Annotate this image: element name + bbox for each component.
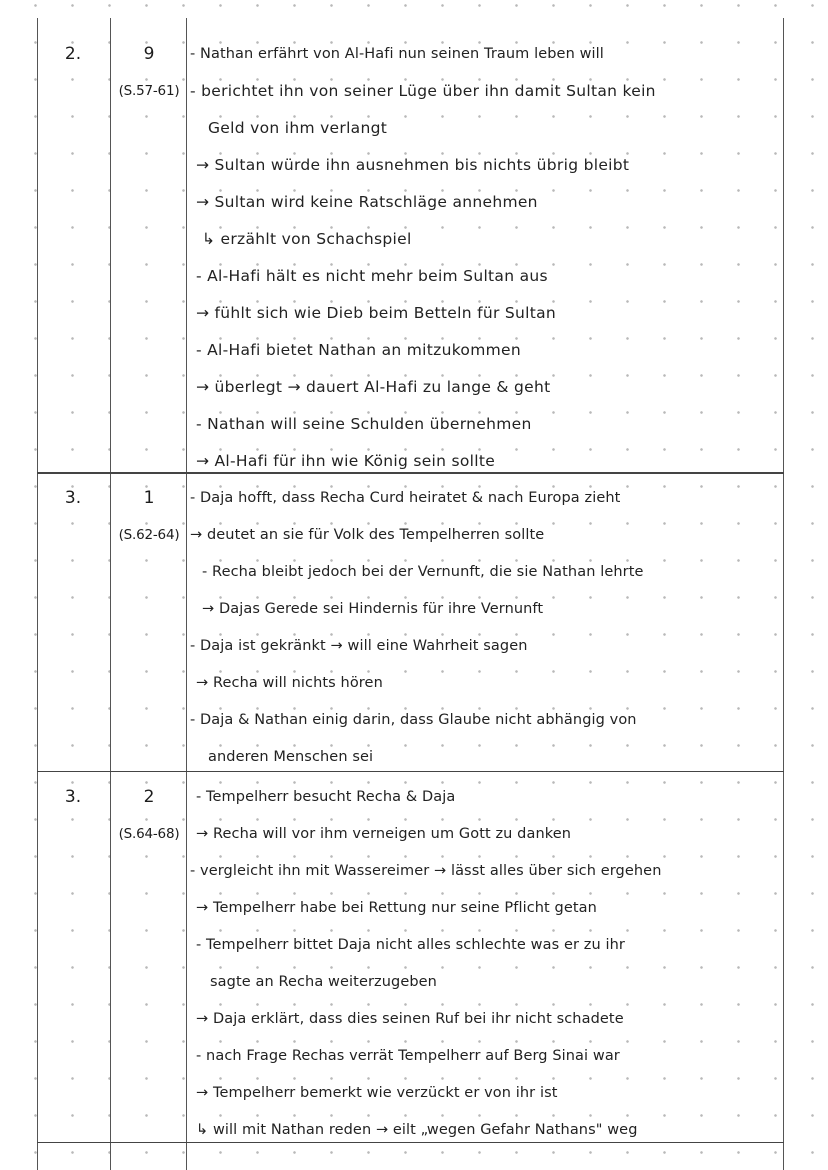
note-line: → Tempelherr habe bei Rettung nur seine Pflicht getan xyxy=(196,900,597,916)
note-line: Geld von ihm verlangt xyxy=(208,119,388,137)
note-line: anderen Menschen sei xyxy=(208,749,374,765)
note-line: - Nathan will seine Schulden übernehmen xyxy=(196,415,532,433)
notes-list xyxy=(190,36,780,480)
act-number: 3. xyxy=(64,488,82,508)
note-line: → fühlt sich wie Dieb beim Betteln für Sultan xyxy=(196,304,557,322)
note-line: - Tempelherr bittet Daja nicht alles schlechte was er zu ihr xyxy=(196,937,625,953)
note-line: - Daja ist gekränkt → will eine Wahrheit sagen xyxy=(190,638,528,654)
note-line: → Sultan wird keine Ratschläge annehmen xyxy=(196,193,538,211)
scene-section xyxy=(37,779,784,1142)
scene-section xyxy=(37,480,784,771)
act-number: 2. xyxy=(64,44,82,64)
scene-section xyxy=(37,36,784,472)
note-line: - Daja hofft, dass Recha Curd heiratet & nach Europa zieht xyxy=(190,490,621,506)
note-line: → Recha will nichts hören xyxy=(196,675,383,691)
scene-cell xyxy=(111,36,187,110)
scene-number: 1 xyxy=(143,488,155,508)
note-line: ↳ will mit Nathan reden → eilt „wegen Gefahr Nathans" weg xyxy=(196,1122,638,1138)
note-line: ↳ erzählt von Schachspiel xyxy=(202,230,412,248)
note-line: → Al-Hafi für ihn wie König sein sollte xyxy=(196,452,496,470)
note-line: - vergleicht ihn mit Wassereimer → lässt alles über sich ergehen xyxy=(190,863,662,879)
note-line: - Daja & Nathan einig darin, dass Glaube nicht abhängig von xyxy=(190,712,637,728)
scene-cell xyxy=(111,779,187,853)
note-line: → überlegt → dauert Al-Hafi zu lange & geht xyxy=(196,378,551,396)
note-line: → Sultan würde ihn ausnehmen bis nichts übrig bleibt xyxy=(196,156,630,174)
note-line: - Al-Hafi hält es nicht mehr beim Sultan aus xyxy=(196,267,548,285)
page-range: (S.62-64) xyxy=(118,527,180,543)
note-line: → Dajas Gerede sei Hindernis für ihre Vernunft xyxy=(202,601,544,617)
note-line: - Al-Hafi bietet Nathan an mitzukommen xyxy=(196,341,521,359)
page-range: (S.64-68) xyxy=(118,826,180,842)
note-line: - Tempelherr besucht Recha & Daja xyxy=(196,789,456,805)
note-line: → Tempelherr bemerkt wie verzückt er von ihr ist xyxy=(196,1085,558,1101)
scene-number: 9 xyxy=(143,44,155,64)
note-line: - Nathan erfährt von Al-Hafi nun seinen Traum leben will xyxy=(190,46,604,62)
notes-list xyxy=(190,779,780,1149)
act-number: 3. xyxy=(64,787,82,807)
scene-cell xyxy=(111,480,187,554)
note-line: sagte an Recha weiterzugeben xyxy=(210,974,437,990)
note-line: → Recha will vor ihm verneigen um Gott zu danken xyxy=(196,826,572,842)
scene-number: 2 xyxy=(143,787,155,807)
notes-list xyxy=(190,480,780,776)
note-line: → deutet an sie für Volk des Tempelherren sollte xyxy=(190,527,545,543)
page-range: (S.57-61) xyxy=(118,83,180,99)
note-line: - berichtet ihn von seiner Lüge über ihn damit Sultan kein xyxy=(190,82,656,100)
note-line: → Daja erklärt, dass dies seinen Ruf bei ihr nicht schadete xyxy=(196,1011,624,1027)
note-line: - nach Frage Rechas verrät Tempelherr auf Berg Sinai war xyxy=(196,1048,620,1064)
note-line: - Recha bleibt jedoch bei der Vernunft, die sie Nathan lehrte xyxy=(202,564,644,580)
